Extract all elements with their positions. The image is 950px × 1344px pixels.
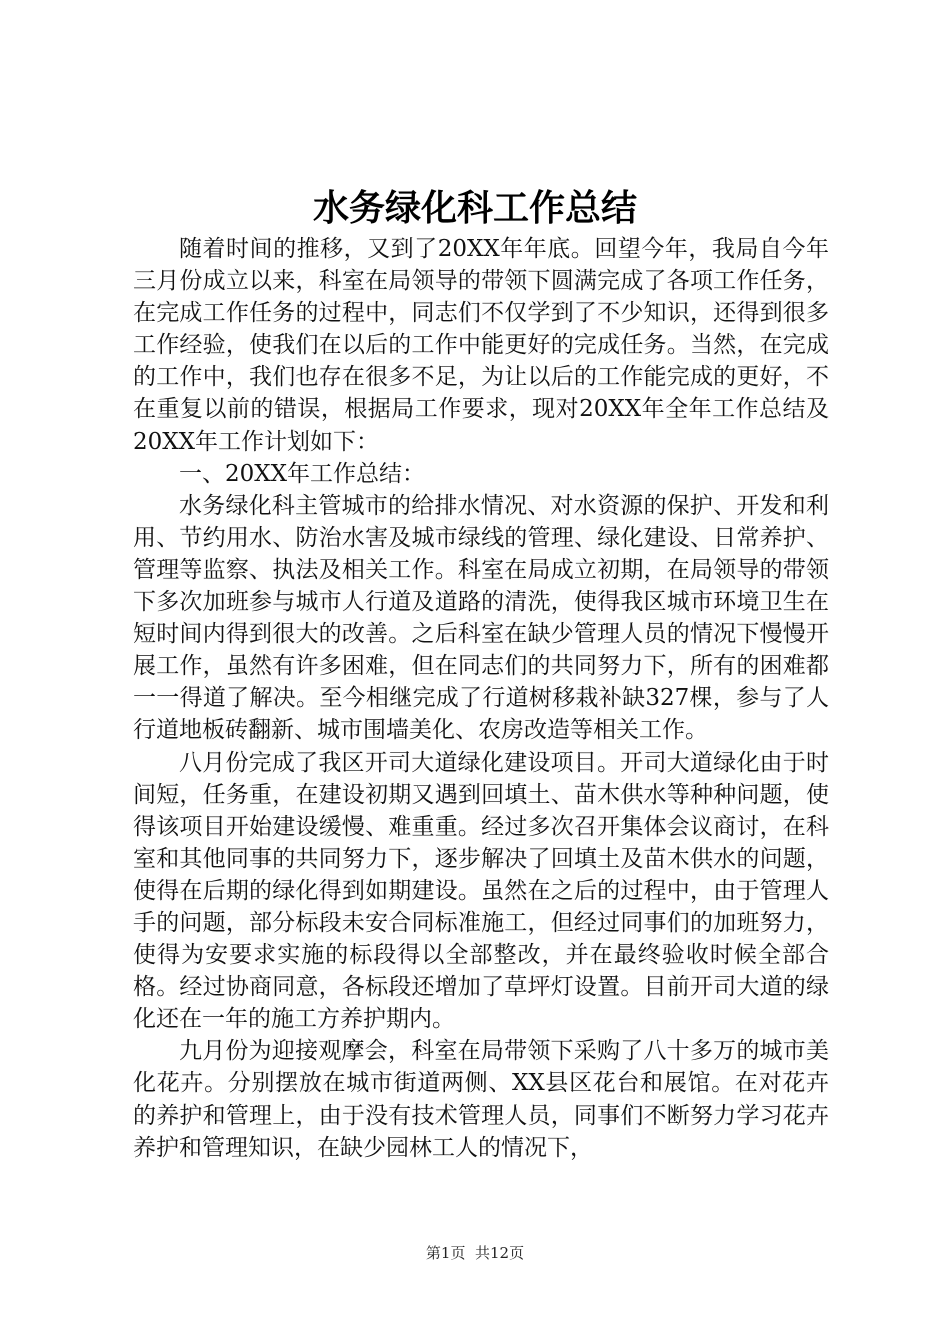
section-heading: 一、20XX年工作总结： <box>179 460 426 487</box>
document-body <box>133 233 829 1164</box>
page-footer <box>0 1243 950 1263</box>
page-number: 第1页 <box>425 1244 466 1262</box>
page-total: 共12页 <box>475 1244 525 1262</box>
paragraph-august-project: 八月份完成了我区开司大道绿化建设项目。开司大道绿化由于时间短，任务重，在建设初期又遇到回填土、苗木供水等种种问题，使得该项目开始建设缓慢、难重重。经过多次召开集体会议商讨，在科室和其他同事的共同努力下，逐步解决了回填土及苗木供水的问题，使得在后期的绿化得到如期建设。虽然在之后的过程中，由于管理人手的问题，部分标段未安合同标准施工，但经过同事们的加班努力，使得为安要求实施的标段得以全部整改，并在最终验收时候全部合格。经过协商同意，各标段还增加了草坪灯设置。目前开司大道的绿化还在一年的施工方养护期内。 <box>133 749 829 1033</box>
paragraph-intro: 随着时间的推移，又到了20XX年年底。回望今年，我局自今年三月份成立以来，科室在局领导的带领下圆满完成了各项工作任务，在完成工作任务的过程中，同志们不仅学到了不少知识，还得到很多工作经验，使我们在以后的工作中能更好的完成任务。当然，在完成的工作中，我们也存在很多不足，为让以后的工作能完成的更好，不在重复以前的错误，根据局工作要求，现对20XX年全年工作总结及20XX年工作计划如下： <box>133 236 829 455</box>
document-title: 水务绿化科工作总结 <box>312 188 637 229</box>
paragraph-responsibilities: 水务绿化科主管城市的给排水情况、对水资源的保护、开发和利用、节约用水、防治水害及城市绿线的管理、绿化建设、日常养护、管理等监察、执法及相关工作。科室在局成立初期，在局领导的带领下多次加班参与城市人行道及道路的清洗，使得我区城市环境卫生在短时间内得到很大的改善。之后科室在缺少管理人员的情况下慢慢开展工作，虽然有许多困难，但在同志们的共同努力下，所有的困难都一一得道了解决。至今相继完成了行道树移栽补缺327棵，参与了人行道地板砖翻新、城市围墙美化、农房改造等相关工作。 <box>133 492 829 744</box>
paragraph-september-flowers: 九月份为迎接观摩会，科室在局带领下采购了八十多万的城市美化花卉。分别摆放在城市街道两侧、XX县区花台和展馆。在对花卉的养护和管理上，由于没有技术管理人员，同事们不断努力学习花卉养护和管理知识，在缺少园林工人的情况下， <box>133 1038 829 1161</box>
